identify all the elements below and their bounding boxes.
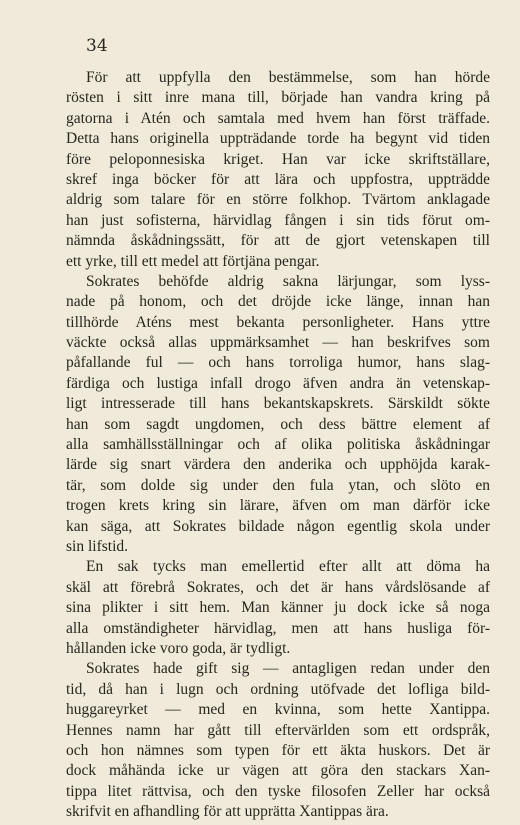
text-line: trogen krets kring sin lärare, äfven om man därför icke — [66, 497, 490, 515]
text-line: lärde sig snart värdera den anderika och upphöjda karak- — [66, 456, 490, 474]
text-line: Sokrates hade gift sig — antagligen redan under den — [86, 660, 490, 678]
text-line: En sak tycks man emellertid efter allt att döma ha — [86, 558, 490, 576]
text-line: För att uppfylla den bestämmelse, som han hörde — [86, 69, 490, 86]
text-line: ett yrke, till ett medel att förtjäna pengar. — [66, 252, 320, 270]
text-line: påfallande ful — och hans torroliga humor, hans slag- — [66, 354, 490, 372]
text-line: tid, då han i lugn och ordning utöfvade det lofliga bild- — [66, 680, 490, 698]
text-line: tippa litet rättvisa, och den tyske filosofen Zeller har också — [66, 782, 490, 800]
text-line: alla omständigheter härvidlag, men att hans husliga för- — [66, 619, 490, 637]
text-line: skäl att förebrå Sokrates, och det är hans vårdslösande af — [66, 578, 490, 596]
text-line: dock måhända icke ur vägen att göra den stackars Xan- — [66, 762, 490, 780]
text-line: skrifvit en afhandling för att upprätta Xantippas ära. — [66, 803, 389, 821]
text-line: tillhörde Aténs mest bekanta personligheter. Hans yttre — [66, 313, 490, 331]
text-line: hållanden icke voro goda, är tydligt. — [66, 639, 291, 657]
text-line: kan säga, att Sokrates bildade någon egentlig skola under — [66, 517, 490, 535]
text-line: Sokrates behöfde aldrig sakna lärjungar, som lyss- — [86, 272, 490, 290]
text-line: ligt intresserade till hans bekantskapskrets. Särskildt sökte — [66, 395, 490, 413]
text-line: alla samhällsställningar och af olika politiska åskådningar — [66, 436, 490, 454]
text-line: gatorna i Atén och samtala med hvem han först träffade. — [66, 109, 490, 127]
text-line: nämnda åskådningssätt, för att de gjort vetenskapen till — [66, 232, 490, 250]
text-line: och hon nämnes som typen för ett äkta huskors. Det är — [66, 741, 490, 759]
text-line: tär, som dolde sig under den fula ytan, och slöto en — [66, 476, 490, 494]
text-line: sin lifstid. — [66, 537, 129, 555]
text-line: väckte också allas uppmärksamhet — han beskrifves som — [66, 334, 490, 352]
text-line: han just sofisterna, härvidlag fången i sin tids förut om- — [66, 211, 490, 229]
text-line: Detta hans originella uppträdande torde ha begynt vid tiden — [66, 130, 490, 148]
text-line: aldrig som talare för en större folkhop. Tvärtom anklagade — [66, 191, 490, 209]
text-line: huggareyrket — med en kvinna, som hette Xantippa. — [66, 701, 490, 719]
text-line: sina plikter i sitt hem. Man känner ju dock icke så noga — [66, 599, 490, 617]
text-line: skref inga böcker för att lära och uppfostra, uppträdde — [66, 170, 490, 188]
text-line: han som sagdt ungdomen, och dess bättre element af — [66, 415, 490, 433]
text-line: före peloponnesiska kriget. Han var icke skriftställare, — [66, 150, 490, 168]
text-line: rösten i sitt inre mana till, började han vandra kring på — [66, 89, 490, 107]
text-line: Hennes namn har gått till eftervärlden som ett ordspråk, — [66, 721, 490, 739]
body-text — [66, 68, 490, 822]
text-line: färdiga och lustiga infall drogo äfven andra än vetenskap- — [66, 374, 490, 392]
page-number: 34 — [86, 36, 108, 56]
text-line: nade på honom, och det dröjde icke länge, innan han — [66, 293, 490, 311]
